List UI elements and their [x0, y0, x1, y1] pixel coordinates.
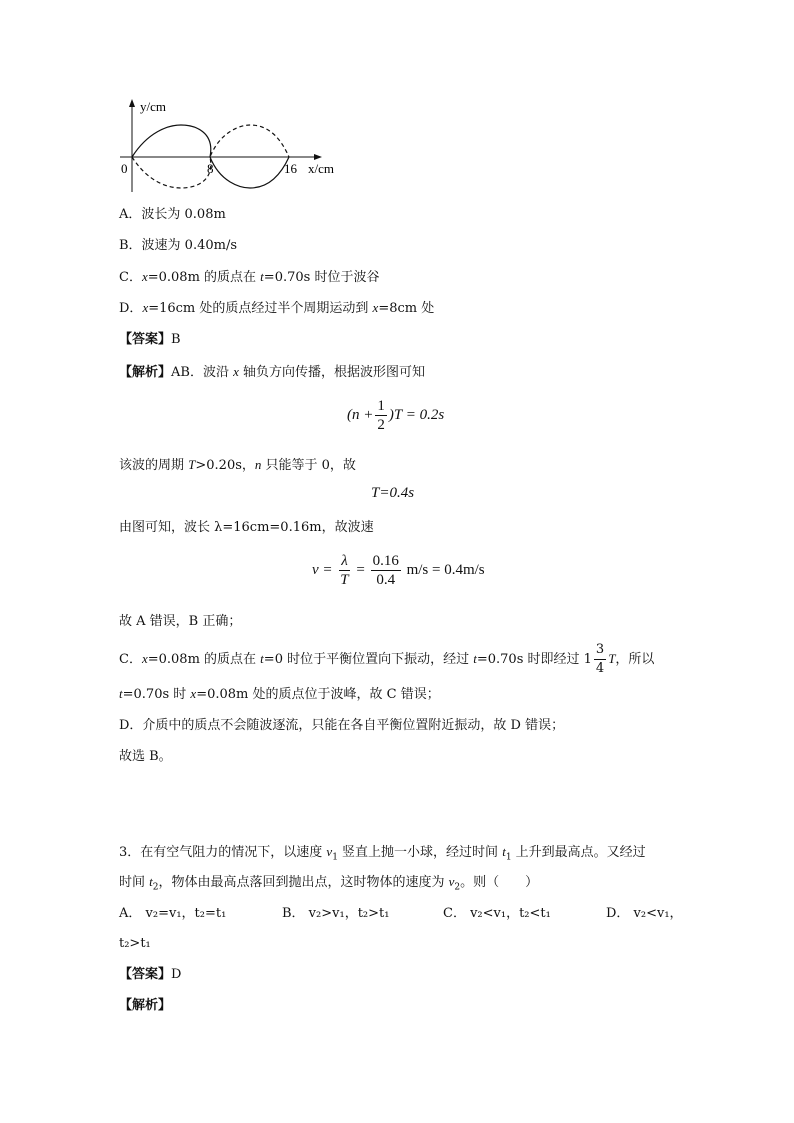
analysis-1-line-1: 【解析】AB．波沿 x 轴负方向传播，根据波形图可知	[119, 364, 426, 380]
y-axis-label: y/cm	[140, 99, 166, 114]
option-c: C．x=0.08m 的质点在 t=0.70s 时位于波谷	[119, 269, 380, 285]
q3-option-b: B． v₂>v₁，t₂>t₁	[282, 906, 390, 921]
analysis-1-line-6: t=0.70s 时 x=0.08m 处的质点位于波峰，故 C 错误；	[119, 686, 440, 702]
x-axis-label: x/cm	[308, 161, 334, 176]
equation-2: T=0.4s	[371, 485, 415, 501]
y-axis-arrow	[129, 99, 135, 107]
analysis-2-label: 【解析】	[119, 998, 172, 1013]
wave-graph	[112, 95, 352, 195]
analysis-1-line-8: 故选 B。	[119, 749, 172, 764]
equation-1: (n + $\frac{1}{2}$ )T = 0.2s	[347, 398, 445, 433]
q3-option-d-cont: t₂>t₁	[119, 936, 151, 951]
analysis-1-line-3: 由图可知，波长 λ=16cm=0.16m，故波速	[119, 520, 374, 535]
option-d: D．x=16cm 处的质点经过半个周期运动到 x=8cm 处	[119, 300, 435, 316]
analysis-1-line-4: 故 A 错误，B 正确；	[119, 614, 242, 629]
equation-3: v = $\frac{\lambda}{T}$ = $\frac{0.16}{0.4}$ m/s = 0.4m/s	[312, 553, 485, 588]
q3-option-c: C． v₂<v₁，t₂<t₁	[443, 906, 551, 921]
q3-option-a: A． v₂=v₁，t₂=t₁	[119, 906, 227, 921]
answer-1: 【答案】B	[119, 332, 181, 347]
q3-option-d: D． v₂<v₁，	[606, 906, 683, 921]
analysis-1-line-5: C．x=0.08m 的质点在 t=0 时位于平衡位置向下振动，经过 t=0.70s 时即经过 1 $\frac{3}{4}$ T，所以	[119, 642, 655, 676]
x-axis-arrow	[314, 154, 322, 160]
tick-8-label: 8	[207, 161, 214, 176]
question-3-line-1: 3．在有空气阻力的情况下，以速度 $v_1$ 竖直上抛一小球，经过时间 $t_1$ 上升到最高点。又经过	[119, 844, 646, 863]
question-3-line-2: 时间 $t_2$，物体由最高点落回到抛出点，这时物体的速度为 $v_2$。则（ ）	[119, 874, 539, 893]
origin-label: 0	[121, 161, 128, 176]
option-b: B．波速为 0.40m/s	[119, 238, 238, 253]
analysis-1-line-7: D．介质中的质点不会随波逐流，只能在各自平衡位置附近振动，故 D 错误；	[119, 718, 565, 733]
answer-2: 【答案】D	[119, 967, 182, 982]
tick-16-label: 16	[284, 161, 297, 176]
option-a: A．波长为 0.08m	[119, 207, 226, 222]
analysis-1-line-2: 该波的周期 T>0.20s，n 只能等于 0，故	[119, 457, 356, 473]
